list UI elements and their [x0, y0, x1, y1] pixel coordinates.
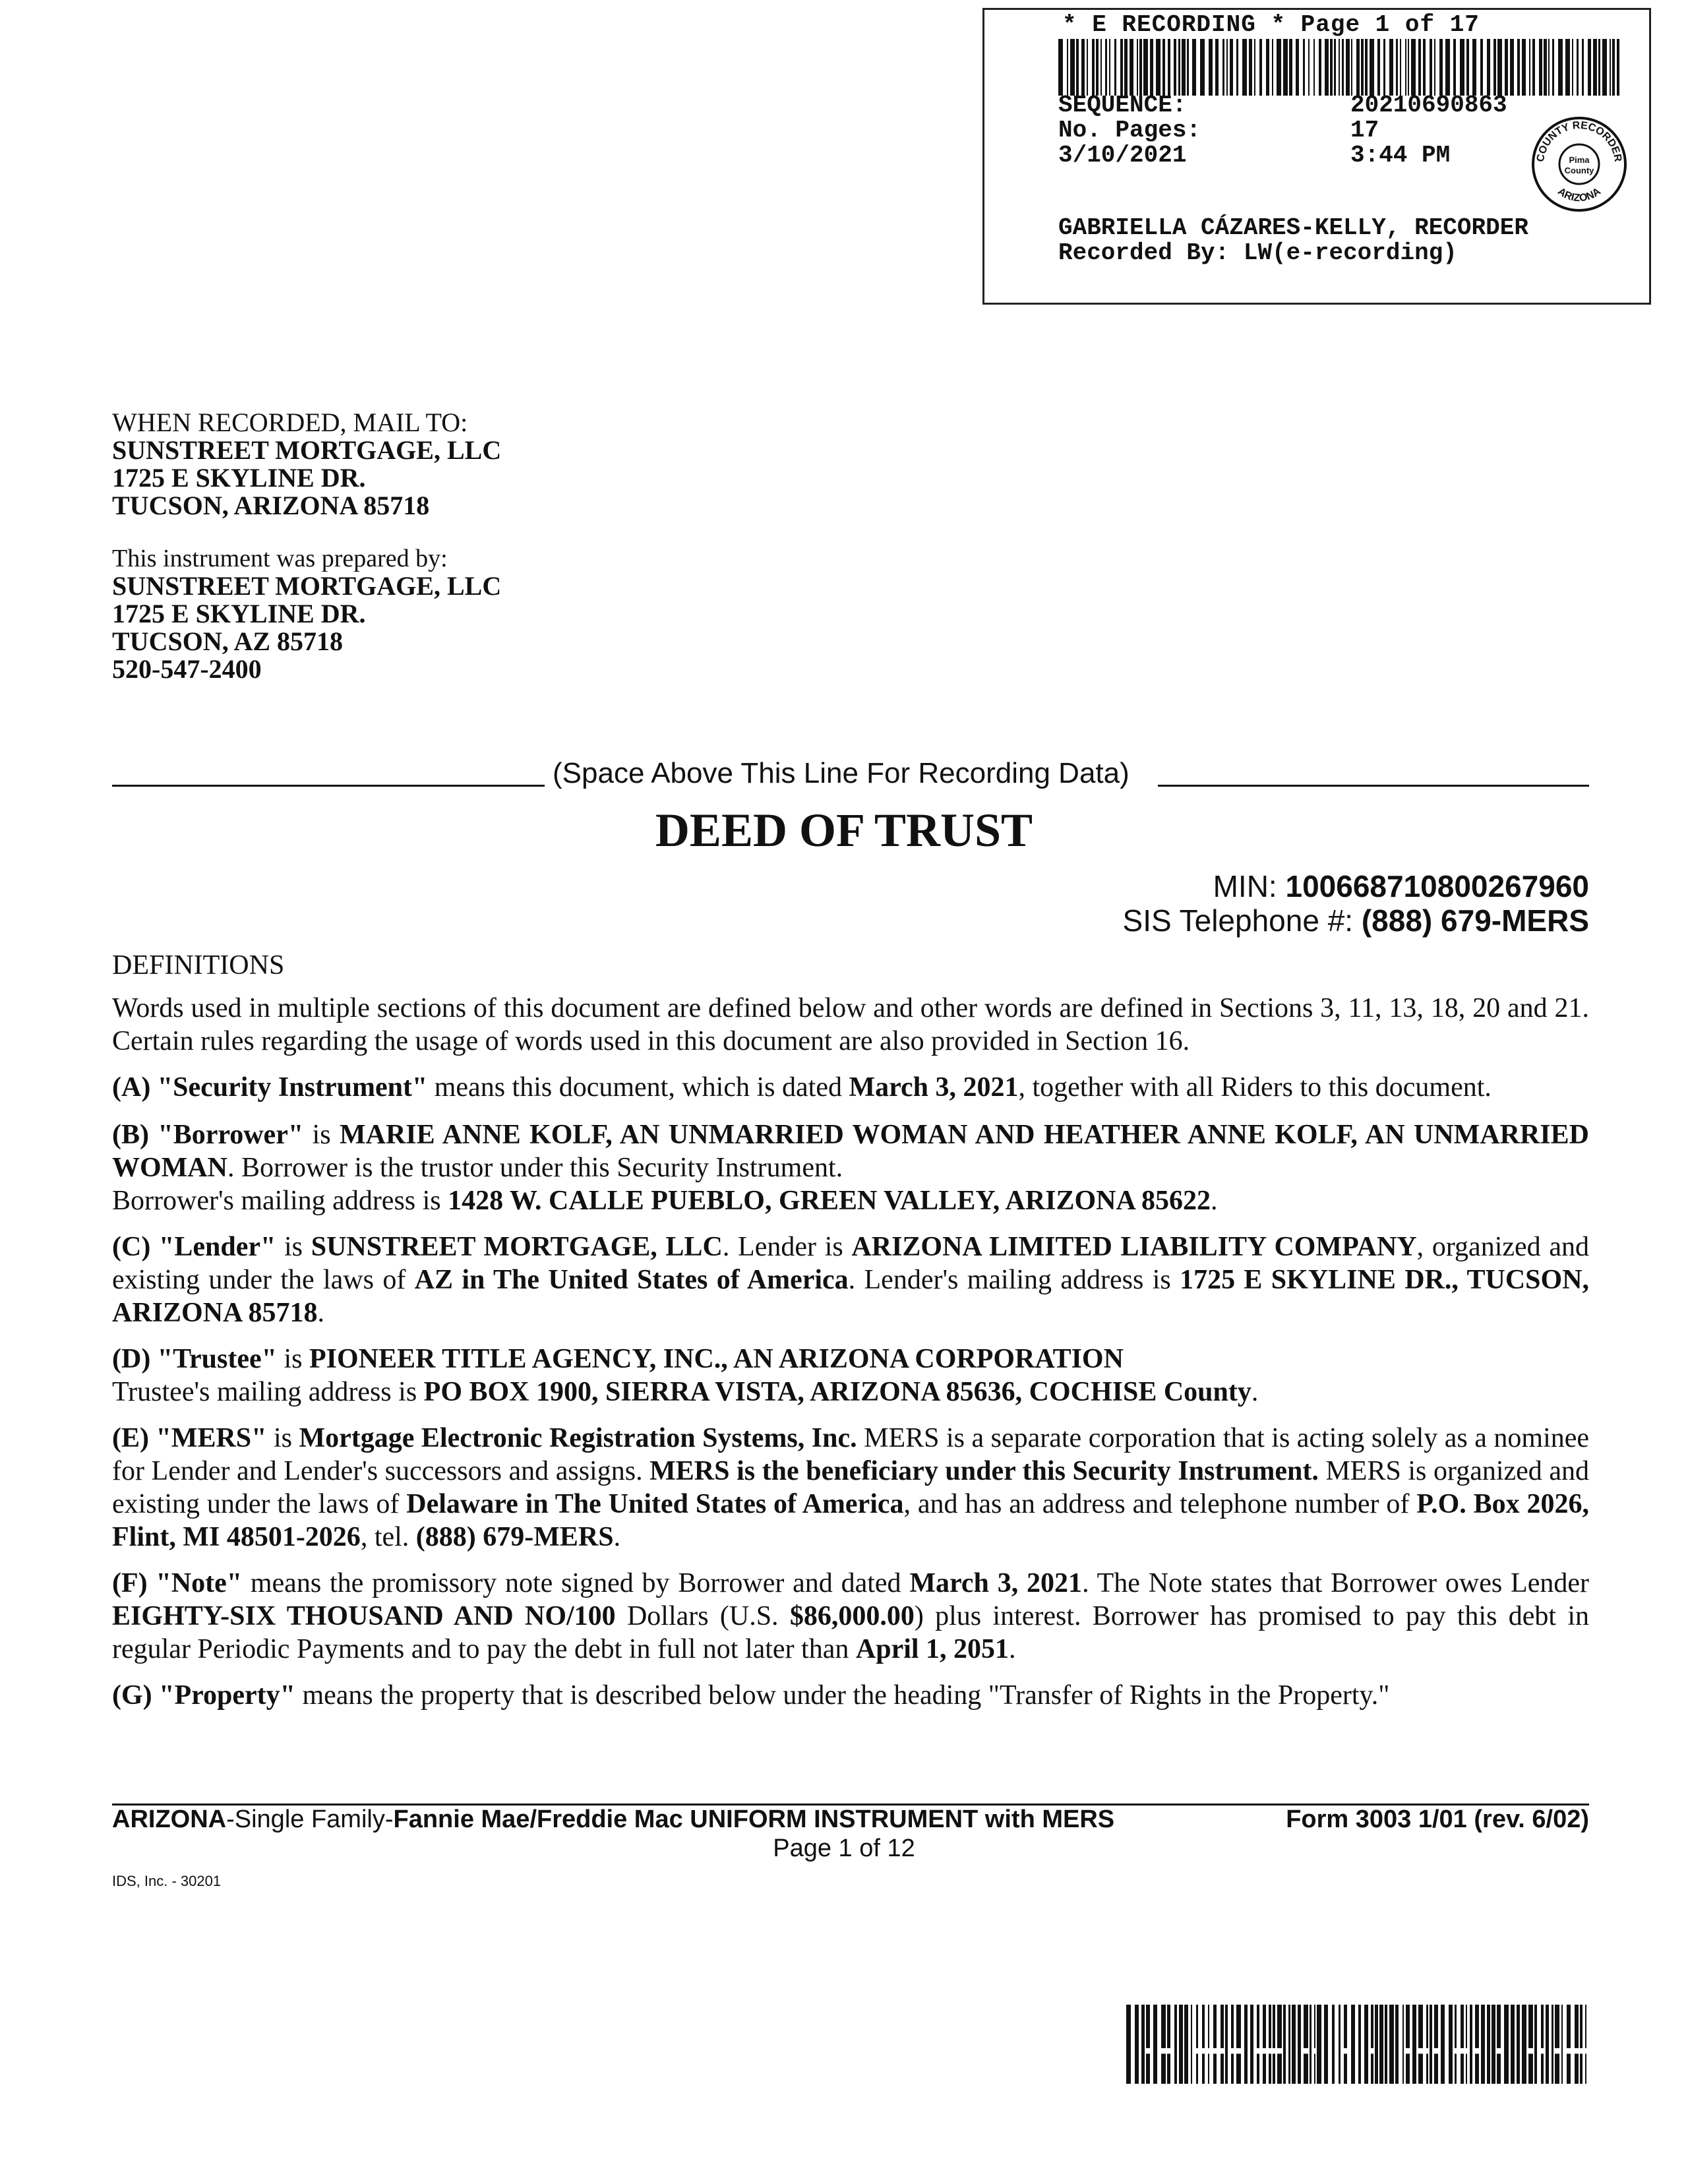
recording-space-divider — [112, 757, 1589, 789]
county-recorder-seal-icon — [1530, 115, 1628, 213]
definition-e-text: , and has an address and telephone number of — [903, 1489, 1417, 1519]
document-barcode — [1126, 2005, 1588, 2084]
trustee-address: PO BOX 1900, SIERRA VISTA, ARIZONA 85636, COCHISE County — [423, 1377, 1251, 1407]
recording-stamp-box — [982, 8, 1651, 305]
definition-e-text: , tel. — [360, 1522, 416, 1552]
pages-label: No. Pages: — [1058, 117, 1201, 144]
pages-value: 17 — [1350, 117, 1379, 144]
borrower-address: 1428 W. CALLE PUEBLO, GREEN VALLEY, ARIZONA 85622 — [448, 1186, 1211, 1216]
definition-e-text: MERS is a separate corporation that is acting solely as a nominee for Lender and Lender's successors and assigns. — [112, 1423, 1590, 1486]
definition-a-date: March 3, 2021 — [849, 1072, 1019, 1103]
recording-barcode — [1058, 39, 1621, 96]
seal-mid-text-2: County — [1564, 166, 1594, 175]
sis-value: (888) 679-MERS — [1361, 903, 1589, 938]
definition-d — [112, 1343, 1589, 1409]
definition-c-text: . Lender is — [722, 1232, 852, 1262]
lender-name: SUNSTREET MORTGAGE, LLC — [311, 1232, 723, 1262]
mail-to-heading: WHEN RECORDED, MAIL TO: — [112, 408, 468, 437]
footer-instrument: Fannie Mae/Freddie Mac UNIFORM INSTRUMENT with MERS — [393, 1805, 1115, 1833]
definition-b-text: Borrower's mailing address is — [112, 1186, 448, 1216]
lender-address: 1725 E SKYLINE DR., TUCSON, ARIZONA 85718 — [112, 1265, 1590, 1328]
mail-to-line: 1725 E SKYLINE DR. — [112, 463, 366, 493]
definition-b — [112, 1118, 1589, 1217]
definition-f-text: . — [1009, 1634, 1016, 1664]
divider-rule-right — [1158, 785, 1589, 787]
definition-c-text: , organized and existing under the laws of — [112, 1232, 1589, 1295]
definition-e-label: (E) "MERS" — [112, 1423, 267, 1453]
definition-d-text: . — [1251, 1377, 1259, 1407]
definitions-intro: Words used in multiple sections of this document are defined below and other words are defined in Sections 3, 11, 13, 18, 20 and 21. Certain rules regarding the usage of words used in this document are also provided in Section 16. — [112, 993, 1589, 1056]
footer-form-line — [112, 1805, 1589, 1834]
definition-e-text: . — [613, 1522, 621, 1552]
footer-state: ARIZONA — [112, 1805, 227, 1833]
prepared-by-line: 1725 E SKYLINE DR. — [112, 599, 366, 628]
min-label: MIN: — [1213, 869, 1277, 903]
mail-to-line: SUNSTREET MORTGAGE, LLC — [112, 435, 502, 465]
mail-to-line: TUCSON, ARIZONA 85718 — [112, 491, 430, 520]
definition-e — [112, 1422, 1589, 1554]
prepared-by-heading: This instrument was prepared by: — [112, 545, 448, 572]
definition-a-text: means this document, which is dated — [427, 1072, 849, 1103]
seal-bottom-text: ARIZONA — [1555, 185, 1603, 204]
prepared-by-line: SUNSTREET MORTGAGE, LLC — [112, 571, 502, 601]
sequence-label: SEQUENCE: — [1058, 92, 1187, 119]
seal-mid-text-1: Pima — [1569, 155, 1590, 165]
definition-e-text: MERS is organized and existing under the laws of — [112, 1456, 1590, 1519]
note-amount: $86,000.00 — [789, 1601, 915, 1631]
definition-d-label: (D) "Trustee" — [112, 1344, 277, 1374]
prepared-by-block — [112, 545, 501, 683]
mail-to-block — [112, 409, 501, 520]
footer-mid: -Single Family- — [226, 1805, 394, 1833]
definition-c-text: is — [276, 1232, 311, 1262]
definition-c-text: . Lender's mailing address is — [848, 1265, 1180, 1295]
mers-beneficiary-sentence: MERS is the beneficiary under this Security Instrument. — [649, 1456, 1319, 1486]
space-above-text: (Space Above This Line For Recording Data) — [553, 757, 1130, 789]
definition-b-label: (B) "Borrower" — [112, 1120, 304, 1150]
mers-laws: Delaware in The United States of America — [406, 1489, 904, 1519]
definition-g-text: means the property that is described below under the heading "Transfer of Rights in the Property." — [295, 1680, 1390, 1711]
definition-f-text: ) plus interest. Borrower has promised to pay this debt in regular Periodic Payments and to pay the debt in full not later than — [112, 1601, 1589, 1664]
min-block — [1123, 869, 1589, 938]
recorder-name: GABRIELLA CÁZARES-KELLY, RECORDER — [1058, 214, 1528, 241]
definition-f-text: means the promissory note signed by Borrower and dated — [242, 1568, 910, 1598]
svg-text:ARIZONA — [1555, 186, 1603, 204]
footer-form-number: Form 3003 1/01 (rev. 6/02) — [1286, 1805, 1589, 1833]
mers-telephone: (888) 679-MERS — [415, 1522, 614, 1552]
divider-rule-left — [112, 785, 545, 787]
definition-e-text: is — [266, 1423, 299, 1453]
prepared-by-line: TUCSON, AZ 85718 — [112, 626, 344, 656]
definition-d-text: is — [276, 1344, 309, 1374]
definition-f-label: (F) "Note" — [112, 1568, 243, 1598]
document-title: DEED OF TRUST — [655, 804, 1033, 857]
lender-laws: AZ in The United States of America — [414, 1265, 849, 1295]
page-number: Page 1 of 12 — [773, 1835, 915, 1862]
recording-date: 3/10/2021 — [1058, 142, 1187, 169]
note-date: March 3, 2021 — [909, 1568, 1083, 1598]
note-due-date: April 1, 2051 — [855, 1634, 1010, 1664]
definition-d-text: Trustee's mailing address is — [112, 1377, 424, 1407]
mers-address: P.O. Box 2026, Flint, MI 48501-2026 — [112, 1489, 1590, 1552]
definition-g-label: (G) "Property" — [112, 1680, 295, 1711]
definition-g — [112, 1679, 1589, 1712]
trustee-name: PIONEER TITLE AGENCY, INC., AN ARIZONA CORPORATION — [309, 1344, 1124, 1374]
note-amount-words: EIGHTY-SIX THOUSAND AND NO/100 — [112, 1601, 616, 1631]
definition-f — [112, 1567, 1589, 1666]
definition-b-text: . Borrower is the trustor under this Security Instrument. — [227, 1153, 843, 1183]
recording-time: 3:44 PM — [1350, 142, 1451, 169]
mers-name: Mortgage Electronic Registration Systems, Inc. — [299, 1423, 857, 1453]
definition-c-label: (C) "Lender" — [112, 1232, 276, 1262]
definition-a-label: (A) "Security Instrument" — [112, 1072, 428, 1103]
seal-top-text: COUNTY RECORDER — [1534, 119, 1624, 163]
definition-a — [112, 1071, 1589, 1104]
definition-b-text: . — [1211, 1186, 1218, 1216]
definition-a-text: , together with all Riders to this document. — [1018, 1072, 1492, 1103]
sis-label: SIS Telephone #: — [1122, 903, 1354, 938]
sequence-value: 20210690863 — [1350, 92, 1507, 119]
min-value: 100668710800267960 — [1285, 869, 1589, 903]
definition-c — [112, 1230, 1589, 1329]
definitions-heading: DEFINITIONS — [112, 950, 285, 981]
recording-header: * E RECORDING * Page 1 of 17 — [1062, 11, 1480, 38]
definition-c-text: . — [317, 1298, 325, 1328]
lender-entity: ARIZONA LIMITED LIABILITY COMPANY — [851, 1232, 1417, 1262]
recorded-by: Recorded By: LW(e-recording) — [1058, 239, 1457, 266]
definition-f-text: . The Note states that Borrower owes Lender — [1082, 1568, 1589, 1598]
definition-b-text: is — [303, 1120, 340, 1150]
prepared-by-line: 520-547-2400 — [112, 654, 262, 684]
definition-f-text: Dollars (U.S. — [615, 1601, 790, 1631]
ids-code: IDS, Inc. - 30201 — [112, 1873, 222, 1889]
borrower-names: MARIE ANNE KOLF, AN UNMARRIED WOMAN AND HEATHER ANNE KOLF, AN UNMARRIED WOMAN — [112, 1120, 1590, 1183]
